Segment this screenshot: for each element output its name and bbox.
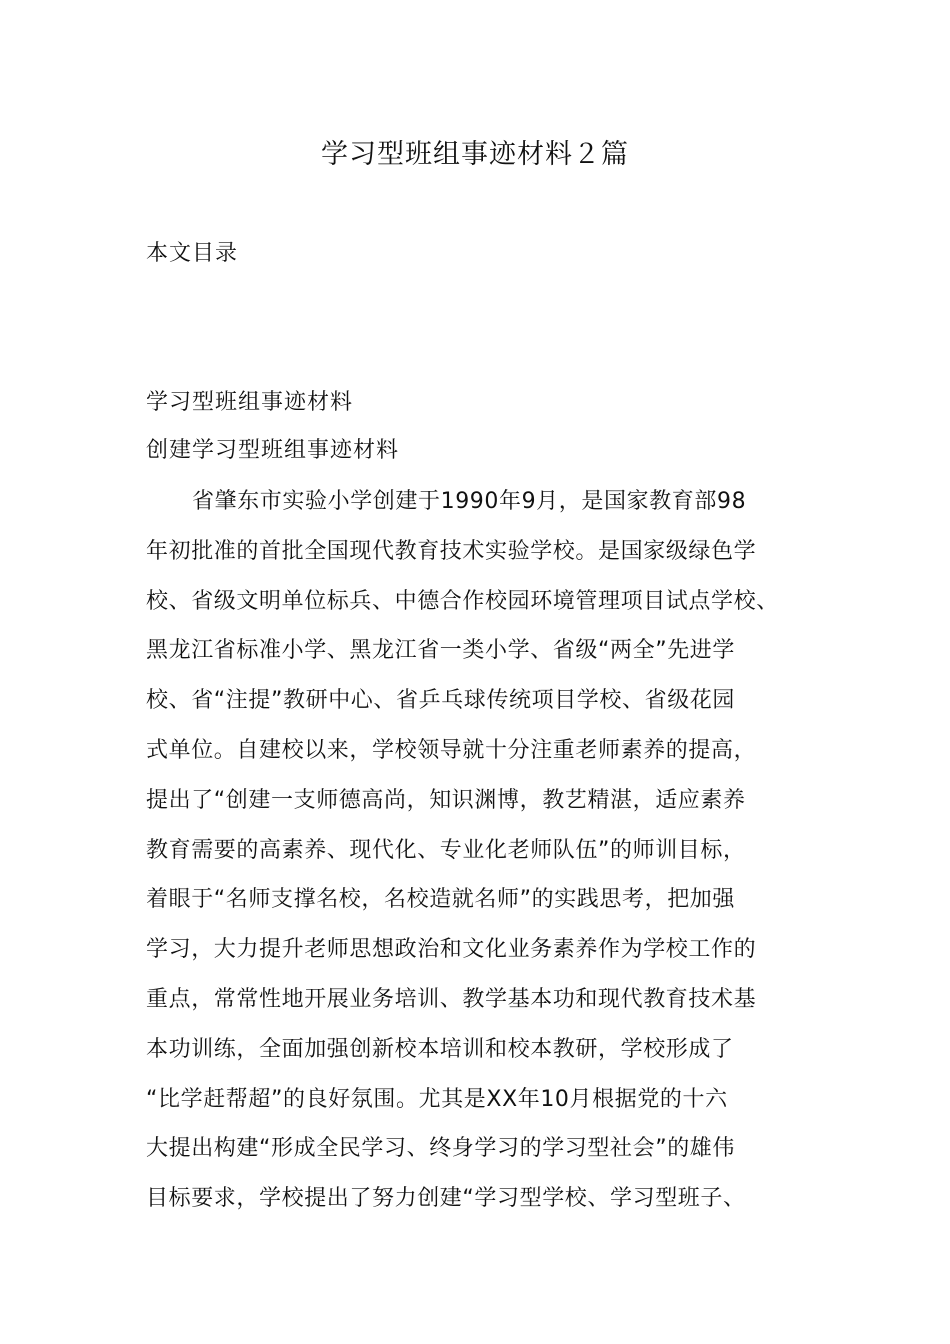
toc-item: 学习型班组事迹材料: [146, 390, 354, 415]
body-line: 教育需要的高素养、现代化、专业化老师队伍”的师训目标，: [146, 837, 746, 863]
body-line: 目标要求，学校提出了努力创建“学习型学校、学习型班子、: [146, 1186, 746, 1212]
body-line: 提出了“创建一支师德高尚，知识渊博，教艺精湛，适应素养: [146, 787, 746, 813]
toc-heading: 本文目录: [146, 241, 239, 266]
body-line: 校、省级文明单位标兵、中德合作校园环境管理项目试点学校、: [146, 588, 779, 614]
document-title: 学习型班组事迹材料２篇: [321, 139, 629, 170]
body-line: 学习，大力提升老师思想政治和文化业务素养作为学校工作的: [146, 937, 757, 963]
toc-list: [146, 384, 399, 480]
body-line: 校、省“注提”教研中心、省乒乓球传统项目学校、省级花园: [146, 688, 735, 714]
body-line: 重点，常常性地开展业务培训、教学基本功和现代教育技术基: [146, 986, 757, 1012]
body-line: 式单位。自建校以来，学校领导就十分注重老师素养的提高，: [146, 737, 757, 763]
body-line: 着眼于“名师支撑名校，名校造就名师”的实践思考，把加强: [146, 887, 735, 913]
body-line: 本功训练，全面加强创新校本培训和校本教研，学校形成了: [146, 1036, 734, 1062]
body-line: 大提出构建“形成全民学习、终身学习的学习型社会”的雄伟: [146, 1136, 735, 1162]
body-line: “比学赶帮超”的良好氛围。尤其是XX年10月根据党的十六: [146, 1086, 728, 1112]
body-line: 黑龙江省标准小学、黑龙江省一类小学、省级“两全”先进学: [146, 638, 735, 664]
body-paragraph: [146, 482, 821, 1229]
body-line: 省肇东市实验小学创建于1990年9月，是国家教育部98: [192, 489, 747, 514]
body-line: 年初批准的首批全国现代教育技术实验学校。是国家级绿色学: [146, 538, 757, 564]
toc-item: 创建学习型班组事迹材料: [146, 438, 400, 463]
